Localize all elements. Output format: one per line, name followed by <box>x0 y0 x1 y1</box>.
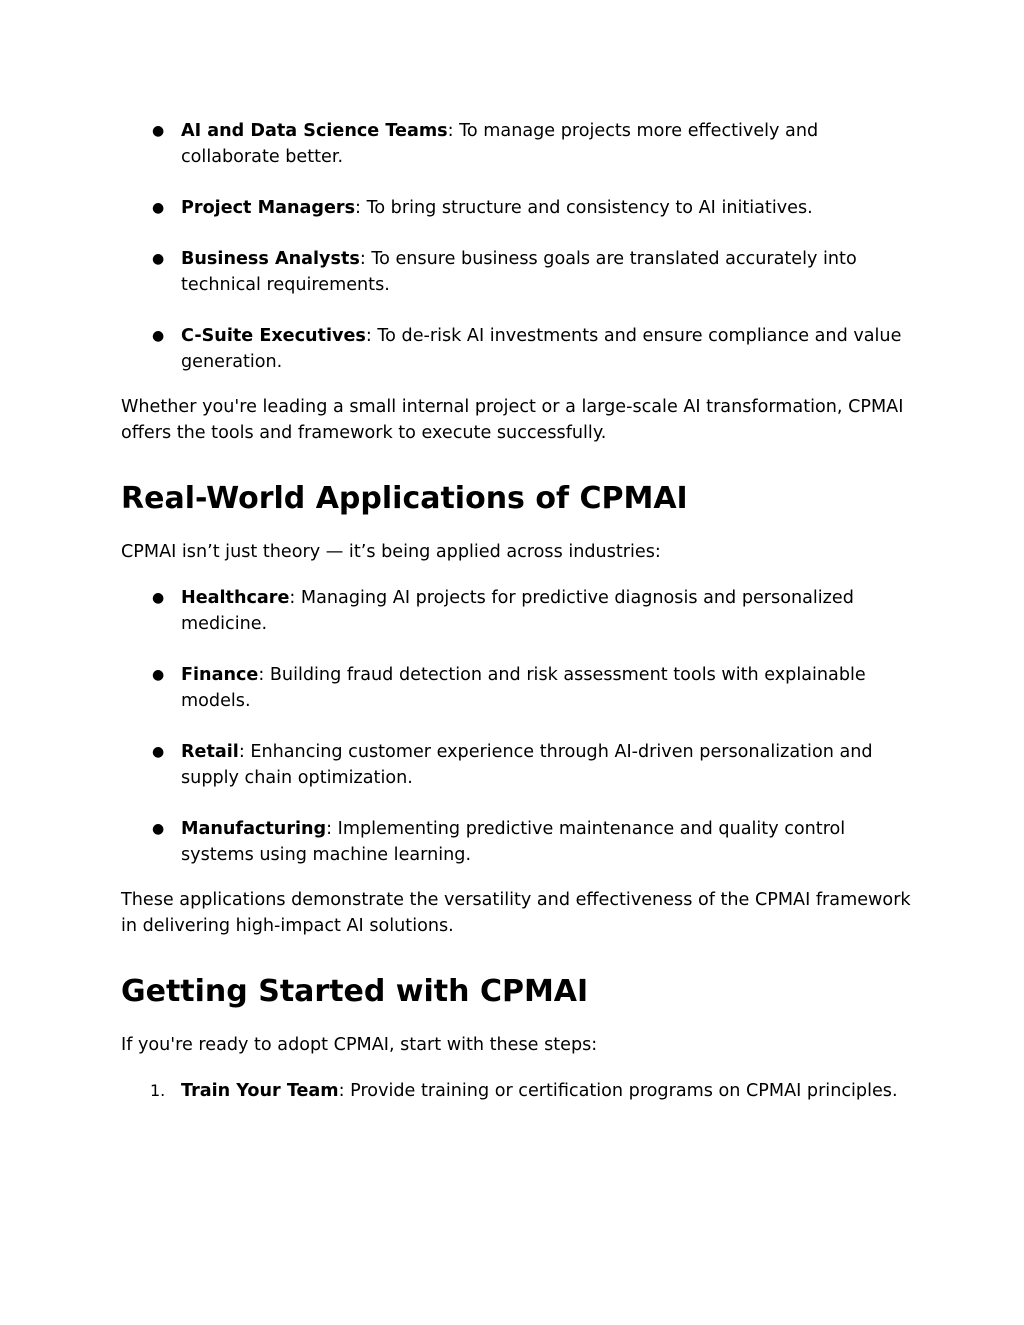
list-item <box>121 585 911 637</box>
bullet-icon: ● <box>152 251 165 267</box>
applications-intro: CPMAI isn’t just theory — it’s being applied across industries: <box>121 542 661 562</box>
list-item-desc: : Building fraud detection and risk assessment tools with explainable models. <box>181 665 866 711</box>
list-item-desc: : Provide training or certification programs on CPMAI principles. <box>338 1081 898 1101</box>
list-item <box>121 323 911 375</box>
document-content <box>121 118 911 1104</box>
applications-list <box>121 585 911 868</box>
list-item-desc: : Managing AI projects for predictive diagnosis and personalized medicine. <box>181 588 854 634</box>
list-item-desc: : To ensure business goals are translated accurately into technical requirements. <box>181 249 857 295</box>
list-item-term: Project Managers <box>181 198 356 218</box>
section-heading-applications: Real-World Applications of CPMAI <box>121 481 688 516</box>
bullet-icon: ● <box>152 667 165 683</box>
list-item-term: Healthcare <box>181 588 290 608</box>
list-item-desc: : To manage projects more effectively and collaborate better. <box>181 121 819 167</box>
list-item-term: C-Suite Executives <box>181 326 366 346</box>
list-item-term: Finance <box>181 665 259 685</box>
list-item-term: Retail <box>181 742 239 762</box>
list-item <box>121 118 911 170</box>
list-item <box>121 195 911 221</box>
bullet-icon: ● <box>152 328 165 344</box>
bullet-icon: ● <box>152 821 165 837</box>
getting-started-intro: If you're ready to adopt CPMAI, start with these steps: <box>121 1035 598 1055</box>
list-item-desc: : To de-risk AI investments and ensure compliance and value generation. <box>181 326 902 372</box>
bullet-icon: ● <box>152 123 165 139</box>
bullet-icon: ● <box>152 590 165 606</box>
bullet-icon: ● <box>152 744 165 760</box>
step-number: 1. <box>150 1081 166 1100</box>
list-item-desc: : Enhancing customer experience through AI-driven personalization and supply chain optimization. <box>181 742 873 788</box>
list-item <box>121 816 911 868</box>
list-item <box>121 246 911 298</box>
list-item-term: Business Analysts <box>181 249 360 269</box>
bullet-icon: ● <box>152 200 165 216</box>
list-item-term: AI and Data Science Teams <box>181 121 448 141</box>
audience-list <box>121 118 911 375</box>
list-item-term: Train Your Team <box>181 1081 339 1101</box>
list-item-desc: : To bring structure and consistency to AI initiatives. <box>355 198 813 218</box>
applications-summary: These applications demonstrate the versatility and effectiveness of the CPMAI framework in delivering high-impact AI solutions. <box>121 890 911 936</box>
list-item <box>121 662 911 714</box>
list-item-term: Manufacturing <box>181 819 327 839</box>
steps-list <box>121 1078 911 1104</box>
list-item <box>121 739 911 791</box>
list-item-desc: : Implementing predictive maintenance and quality control systems using machine learning. <box>181 819 846 865</box>
list-item <box>121 1078 911 1104</box>
audience-summary: Whether you're leading a small internal project or a large-scale AI transformation, CPMAI offers the tools and framework to execute successfully. <box>121 397 904 443</box>
section-heading-getting-started: Getting Started with CPMAI <box>121 974 589 1009</box>
